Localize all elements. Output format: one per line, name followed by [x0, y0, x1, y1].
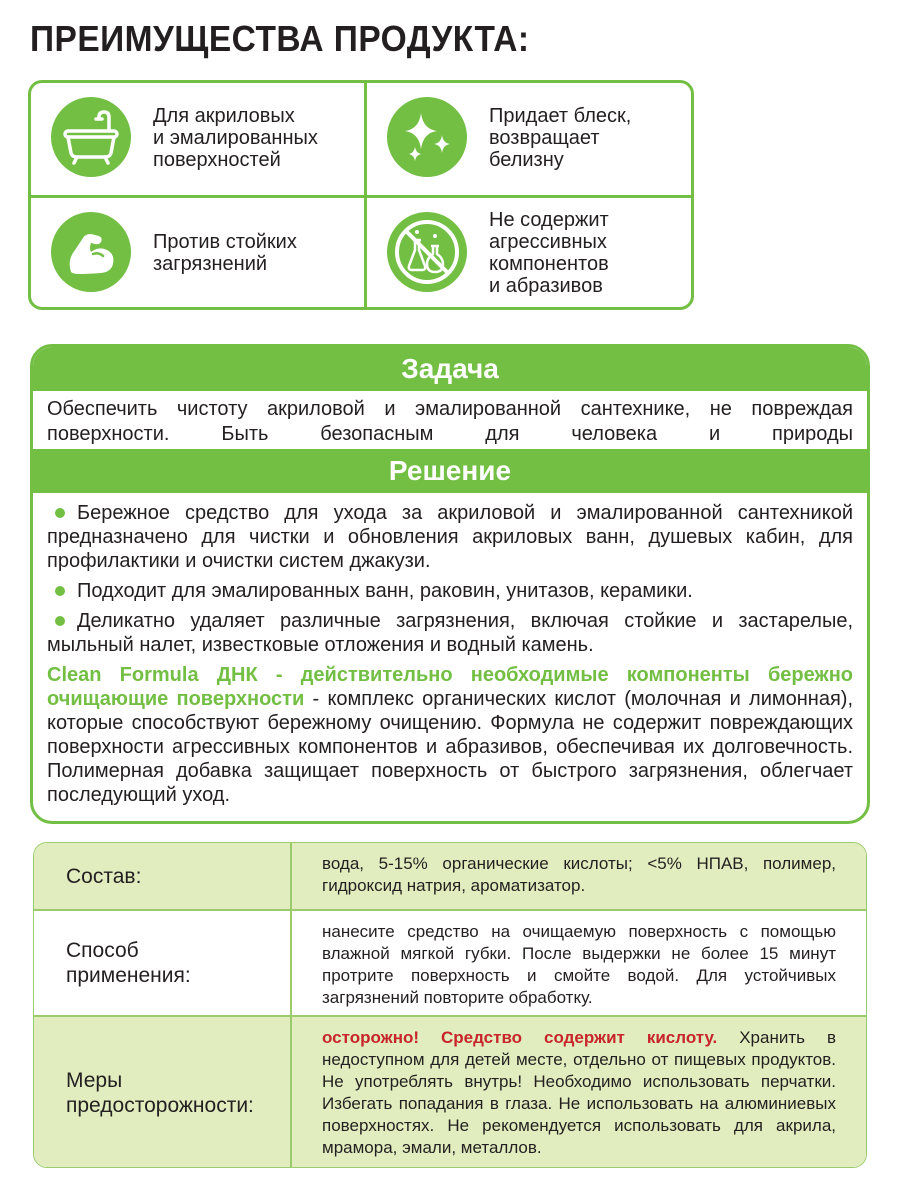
- table-row: [34, 911, 866, 1015]
- page-title: ПРЕИМУЩЕСТВА ПРОДУКТА:: [30, 18, 530, 59]
- precautions-label: Меры предосторожности:: [34, 1017, 290, 1168]
- formula-highlight: Clean Formula ДНК - действительно необходимые компоненты бережно очищающие поверхности: [47, 664, 853, 710]
- benefit-shine: [367, 83, 697, 193]
- composition-value: вода, 5-15% органические кислоты; <5% НПАВ, полимер, гидроксид натрия, ароматизатор.: [292, 843, 866, 909]
- table-row: [34, 843, 866, 909]
- benefit-text: Придает блеск, возвращает белизну: [489, 105, 632, 171]
- column-divider: [290, 843, 292, 1167]
- benefit-acrylic-enamel: [31, 83, 361, 193]
- strong-arm-icon: [49, 210, 133, 294]
- benefit-tough-stains: [31, 198, 361, 308]
- bullet-icon: [55, 616, 65, 626]
- sparkles-icon: [385, 95, 469, 179]
- list-item: Деликатно удаляет различные загрязнения, включая стойкие и застарелые, мыльный налет, известковые отложения и водный камень.: [47, 610, 853, 656]
- row-divider: [34, 1015, 866, 1017]
- bathtub-icon: [49, 95, 133, 179]
- composition-label: Состав:: [34, 843, 290, 909]
- benefit-text: Для акриловых и эмалированных поверхностей: [153, 105, 318, 171]
- solution-body: [33, 493, 867, 807]
- table-row: [34, 1017, 866, 1168]
- solution-heading: Решение: [33, 449, 867, 493]
- formula-paragraph: [47, 663, 853, 807]
- usage-label: Способ применения:: [34, 911, 290, 1015]
- task-heading: Задача: [33, 347, 867, 391]
- row-divider: [34, 909, 866, 911]
- precautions-value: осторожно! Средство содержит кислоту. Хранить в недоступном для детей месте, отдельно от пищевых продуктов. Не употреблять внутрь! Необходимо использовать перчатки. Избегать попадания в глаза. Не использовать на алюминиевых поверхностях. Не рекомендуется использовать для акрила, мрамора, эмали, металлов.: [292, 1017, 866, 1168]
- usage-value: нанесите средство на очищаемую поверхность с помощью влажной мягкой губки. После выдержки не более 15 минут протрите поверхность и смойте водой. Для устойчивых загрязнений повторите обработку.: [292, 911, 866, 1015]
- formula-text: - комплекс органических кислот (молочная и лимонная), которые способствуют бережному очищению. Формула не содержит повреждающих поверхности агрессивных компонентов и абразивов, обеспечивая их долговечность. Полимерная добавка защищает поверхность от быстрого загрязнения, облегчает последующий уход.: [47, 688, 853, 806]
- task-solution-box: [30, 344, 870, 824]
- bullet-icon: [55, 586, 65, 596]
- benefit-no-aggressive: [367, 198, 697, 308]
- precautions-warning: осторожно! Средство содержит кислоту.: [322, 1028, 718, 1047]
- benefit-text: Не содержит агрессивных компонентов и абразивов: [489, 209, 609, 297]
- product-info-table: [33, 842, 867, 1168]
- bullet-icon: [55, 508, 65, 518]
- benefit-text: Против стойких загрязнений: [153, 231, 297, 275]
- benefits-grid: [28, 80, 694, 310]
- task-text: Обеспечить чистоту акриловой и эмалированной сантехнике, не повреждая поверхности. Быть безопасным для человека и природы: [47, 398, 853, 445]
- no-chemicals-icon: [385, 210, 469, 294]
- list-item: Подходит для эмалированных ванн, раковин, унитазов, керамики.: [47, 579, 853, 603]
- list-item: Бережное средство для ухода за акриловой и эмалированной сантехникой предназначено для чистки и обновления акриловых ванн, душевых кабин, для профилактики и очистки систем джакузи.: [47, 502, 853, 572]
